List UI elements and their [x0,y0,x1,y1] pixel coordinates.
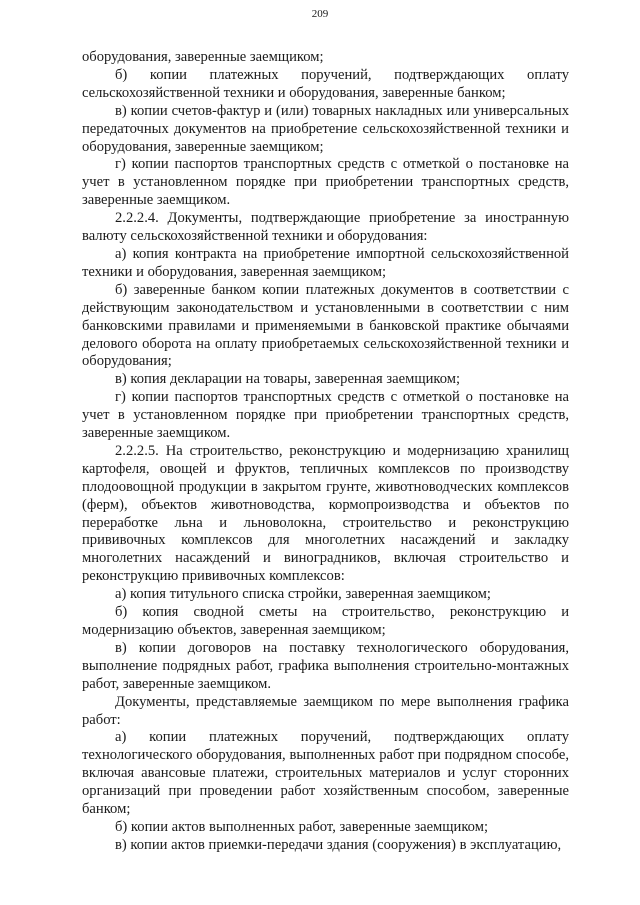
paragraph-continuation: оборудования, заверенные заемщиком; [82,49,324,65]
paragraph: б) копии актов выполненных работ, заверенные заемщиком; [115,818,488,835]
paragraph: б) копия сводной сметы на строительство, реконструкцию и модернизацию объектов, заверенная заемщиком; [82,604,569,638]
section-heading-2-2-2-5: 2.2.2.5. На строительство, реконструкцию и модернизацию хранилищ картофеля, овощей и фруктов, тепличных комплексов по производству плодоовощной продукции в закрытом грунте, животноводческих комплексов (ферм), объектов животноводства, кормопроизводства и объектов по переработке льна и льноволокна, строительство и реконструкцию прививочных комплексов для многолетних насаждений и закладку многолетних насаждений и виноградников, включая строительство и реконструкцию прививочных комплексов: [82,442,569,585]
paragraph: г) копии паспортов транспортных средств с отметкой о постановке на учет в установленном порядке при приобретении транспортных средств, заверенные заемщиком. [82,156,569,209]
page-number: 209 [311,8,329,20]
paragraph: г) копии паспортов транспортных средств с отметкой о постановке на учет в установленном порядке при приобретении транспортных средств, заверенные заемщиком. [82,389,569,442]
section-heading-2-2-2-4: 2.2.2.4. Документы, подтверждающие приобретение за иностранную валюту сельскохозяйственной техники и оборудования: [82,210,569,245]
paragraph: в) копии счетов-фактур и (или) товарных накладных или универсальных передаточных документов на приобретение сельскохозяйственной техники и оборудования, заверенные заемщиком; [82,102,569,155]
paragraph: в) копия декларации на товары, заверенная заемщиком; [115,371,461,388]
paragraph: а) копии платежных поручений, подтверждающих оплату технологического оборудования, выполненных работ при подрядном способе, включая авансовые платежи, строительных материалов и услуг сторонних организаций при проведении работ хозяйственным способом, заверенные банком; [82,729,569,818]
paragraph: б) заверенные банком копии платежных документов в соответствии с действующим законодательством и установленными в соответствии с ним банковскими правилами и применяемыми в банковской практике обычаями делового оборота на оплату приобретаемых сельскохозяйственной техники и оборудования; [82,281,569,370]
paragraph: в) копии актов приемки-передачи здания (сооружения) в эксплуатацию, [115,836,562,853]
paragraph: а) копия титульного списка стройки, заверенная заемщиком; [115,586,491,603]
paragraph: а) копия контракта на приобретение импортной сельскохозяйственной техники и оборудования, заверенная заемщиком; [82,245,569,280]
paragraph: б) копии платежных поручений, подтверждающих оплату сельскохозяйственной техники и оборудования, заверенные банком; [82,66,569,101]
document-body [82,49,569,855]
paragraph: Документы, представляемые заемщиком по мере выполнения графика работ: [82,693,569,728]
paragraph: в) копии договоров на поставку технологического оборудования, выполнение подрядных работ, графика выполнения строительно-монтажных работ, заверенные заемщиком. [82,639,569,692]
